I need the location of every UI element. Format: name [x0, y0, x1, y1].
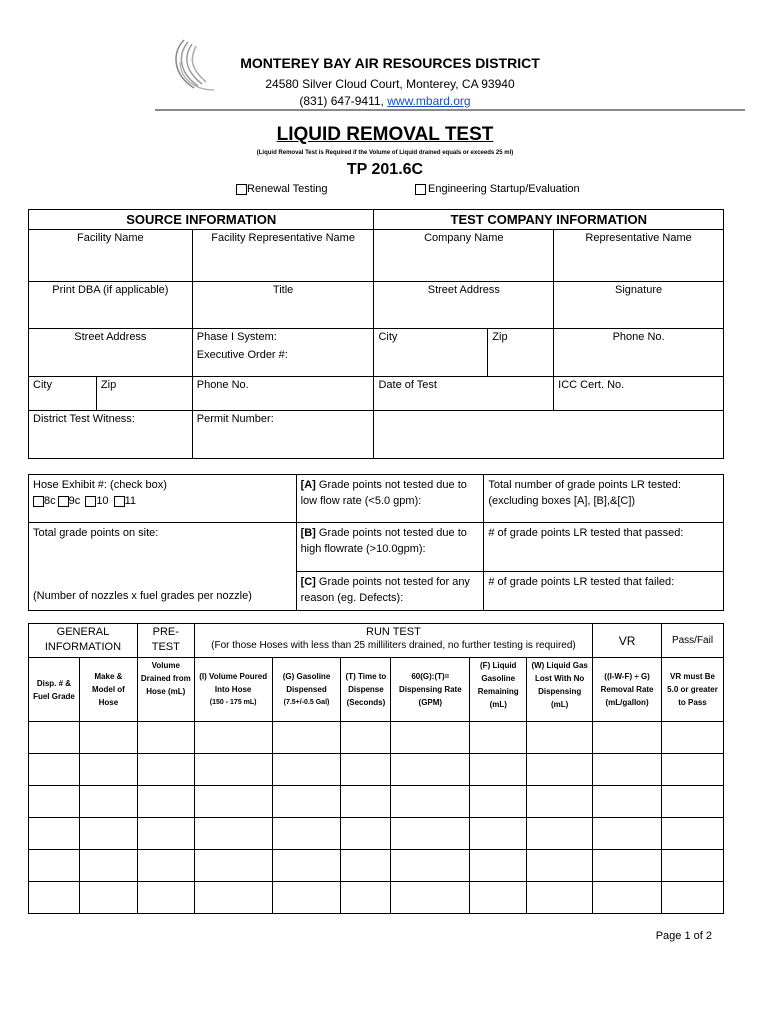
- website-link[interactable]: www.mbard.org: [387, 94, 471, 108]
- run-cell[interactable]: [391, 850, 470, 882]
- org-name: MONTEREY BAY AIR RESOURCES DISTRICT: [240, 55, 540, 71]
- run-cell[interactable]: [194, 754, 272, 786]
- run-cell[interactable]: [29, 754, 80, 786]
- info-table: [28, 209, 724, 459]
- hose-option-label: 8c: [44, 495, 56, 507]
- col-pf: VR must Be 5.0 or greater to Pass: [662, 658, 724, 722]
- col-rate: 60(G):(T)= Dispensing Rate (GPM): [391, 658, 470, 722]
- run-cell[interactable]: [272, 818, 341, 850]
- witness-field[interactable]: District Test Witness:: [29, 411, 193, 459]
- run-cell[interactable]: [662, 786, 724, 818]
- run-cell[interactable]: [527, 786, 593, 818]
- col-disp: Disp. # & Fuel Grade: [29, 658, 80, 722]
- engineering-option[interactable]: [415, 183, 580, 195]
- grade-points-table: [28, 474, 724, 611]
- run-cell[interactable]: [137, 850, 194, 882]
- pretest-header: PRE-TEST: [137, 624, 194, 658]
- hose-option-9c[interactable]: [58, 493, 81, 509]
- company-name-field[interactable]: Company Name: [374, 230, 554, 282]
- run-cell[interactable]: [593, 882, 662, 914]
- hose-option-11[interactable]: [114, 493, 136, 509]
- run-cell[interactable]: [29, 850, 80, 882]
- phase-field[interactable]: [192, 329, 374, 377]
- col-g-range: (7.5+/-0.5 Gal): [283, 699, 330, 706]
- run-test-header: [194, 624, 592, 658]
- source-zip-field[interactable]: Zip: [96, 377, 192, 411]
- rep-name-field[interactable]: Representative Name: [554, 230, 724, 282]
- grade-a-field[interactable]: [296, 475, 484, 523]
- run-cell[interactable]: [470, 818, 527, 850]
- test-procedure: TP 201.6C: [346, 161, 424, 178]
- run-row: [29, 818, 724, 850]
- hose-checkbox-10[interactable]: [85, 496, 96, 507]
- run-cell[interactable]: [272, 882, 341, 914]
- grade-c-tag: [C]: [300, 576, 316, 589]
- col-w: (W) Liquid Gas Lost With No Dispensing (mL): [527, 658, 593, 722]
- run-cell[interactable]: [593, 754, 662, 786]
- run-cell[interactable]: [29, 786, 80, 818]
- run-cell[interactable]: [527, 882, 593, 914]
- company-city-field[interactable]: City: [374, 329, 488, 377]
- date-field[interactable]: Date of Test: [374, 377, 554, 411]
- total-on-site-label: Total grade points on site:: [33, 527, 159, 539]
- run-cell[interactable]: [391, 818, 470, 850]
- run-cell[interactable]: [29, 818, 80, 850]
- page-number: Page 1 of 2: [655, 930, 712, 942]
- run-cell[interactable]: [593, 786, 662, 818]
- hose-option-10[interactable]: [85, 493, 108, 509]
- run-cell[interactable]: [593, 850, 662, 882]
- run-cell[interactable]: [391, 882, 470, 914]
- source-street-field[interactable]: Street Address: [29, 329, 193, 377]
- hose-option-label: 11: [124, 495, 137, 507]
- hose-exhibit-label: Hose Exhibit #: (check box): [33, 479, 167, 491]
- run-cell[interactable]: [194, 818, 272, 850]
- run-cell[interactable]: [470, 882, 527, 914]
- run-cell[interactable]: [470, 722, 527, 754]
- run-row: [29, 850, 724, 882]
- run-cell[interactable]: [194, 722, 272, 754]
- vr-header: VR: [593, 624, 662, 658]
- grade-c-field[interactable]: [296, 572, 484, 611]
- col-volume: Volume Drained from Hose (mL): [137, 658, 194, 722]
- hose-checkbox-9c[interactable]: [58, 496, 69, 507]
- run-cell[interactable]: [194, 882, 272, 914]
- company-phone-field[interactable]: Phone No.: [554, 329, 724, 377]
- run-cell[interactable]: [662, 818, 724, 850]
- run-cell[interactable]: [29, 882, 80, 914]
- hose-checkbox-11[interactable]: [114, 496, 125, 507]
- run-cell[interactable]: [662, 882, 724, 914]
- permit-field[interactable]: Permit Number:: [192, 411, 374, 459]
- company-zip-field[interactable]: Zip: [488, 329, 554, 377]
- run-row: [29, 882, 724, 914]
- run-cell[interactable]: [272, 786, 341, 818]
- run-rows: [29, 722, 724, 914]
- run-cell[interactable]: [79, 754, 137, 786]
- renewal-label: Renewal Testing: [247, 183, 328, 195]
- header-divider: [155, 109, 745, 111]
- run-cell[interactable]: [341, 882, 391, 914]
- run-cell[interactable]: [662, 850, 724, 882]
- run-cell[interactable]: [79, 818, 137, 850]
- run-cell[interactable]: [194, 850, 272, 882]
- company-blank-field: [374, 411, 724, 459]
- hose-exhibit-options: [33, 493, 292, 512]
- run-test-title: RUN TEST: [366, 626, 421, 638]
- company-heading: TEST COMPANY INFORMATION: [374, 210, 724, 230]
- grade-a-text: Grade points not tested due to low flow rate (<5.0 gpm):: [300, 479, 467, 507]
- engineering-checkbox[interactable]: [415, 184, 426, 195]
- run-row: [29, 786, 724, 818]
- hose-option-label: 9c: [68, 495, 81, 507]
- renewal-option[interactable]: [236, 183, 328, 195]
- org-phone: (831) 647-9411,: [299, 94, 388, 108]
- run-cell[interactable]: [79, 786, 137, 818]
- col-make: Make & Model of Hose: [79, 658, 137, 722]
- run-cell[interactable]: [593, 722, 662, 754]
- page-subtitle: (Liquid Removal Test is Required if the Volume of Liquid drained equals or exceeds 25 ml): [256, 150, 514, 156]
- run-cell[interactable]: [79, 850, 137, 882]
- phase-label: Phase I System:: [196, 331, 277, 343]
- run-cell[interactable]: [341, 722, 391, 754]
- run-cell[interactable]: [527, 850, 593, 882]
- run-cell[interactable]: [662, 754, 724, 786]
- run-cell[interactable]: [137, 786, 194, 818]
- nozzles-note: (Number of nozzles x fuel grades per nozzle): [33, 590, 252, 602]
- icc-field[interactable]: ICC Cert. No.: [554, 377, 724, 411]
- passfail-header: Pass/Fail: [662, 624, 724, 658]
- run-cell[interactable]: [29, 722, 80, 754]
- passed-field[interactable]: # of grade points LR tested that passed:: [484, 523, 724, 572]
- source-city-field[interactable]: City: [29, 377, 97, 411]
- grade-b-text: Grade points not tested due to high flowrate (>10.0gpm):: [300, 527, 467, 555]
- run-cell[interactable]: [79, 882, 137, 914]
- run-cell[interactable]: [272, 850, 341, 882]
- company-street-field[interactable]: Street Address: [374, 282, 554, 329]
- page-title: LIQUID REMOVAL TEST: [276, 124, 494, 145]
- hose-option-8c[interactable]: [33, 493, 56, 509]
- engineering-label: Engineering Startup/Evaluation: [428, 183, 580, 195]
- run-cell[interactable]: [137, 818, 194, 850]
- total-on-site-field[interactable]: [29, 523, 297, 611]
- grade-c-text: Grade points not tested for any reason (eg. Defects):: [300, 576, 470, 605]
- run-cell[interactable]: [527, 754, 593, 786]
- total-tested-field[interactable]: Total number of grade points LR tested: (excluding boxes [A], [B],&[C]): [484, 475, 724, 523]
- org-contact: [0, 94, 770, 108]
- run-cell[interactable]: [137, 754, 194, 786]
- run-test-table: [28, 623, 724, 914]
- facility-name-field[interactable]: Facility Name: [29, 230, 193, 282]
- grade-a-tag: [A]: [300, 479, 316, 491]
- run-cell[interactable]: [194, 786, 272, 818]
- run-cell[interactable]: [137, 882, 194, 914]
- run-cell[interactable]: [470, 786, 527, 818]
- col-vr: ((I-W-F) ÷ G) Removal Rate (mL/gallon): [593, 658, 662, 722]
- run-cell[interactable]: [391, 754, 470, 786]
- run-cell[interactable]: [79, 722, 137, 754]
- run-cell[interactable]: [662, 722, 724, 754]
- hose-checkbox-8c[interactable]: [33, 496, 44, 507]
- source-heading: SOURCE INFORMATION: [29, 210, 374, 230]
- col-i: [194, 658, 272, 722]
- run-cell[interactable]: [527, 722, 593, 754]
- run-cell[interactable]: [593, 818, 662, 850]
- grade-b-tag: [B]: [300, 527, 316, 539]
- run-cell[interactable]: [341, 818, 391, 850]
- run-cell[interactable]: [527, 818, 593, 850]
- general-info-header: GENERAL INFORMATION: [29, 624, 138, 658]
- run-cell[interactable]: [470, 850, 527, 882]
- exec-order-label: Executive Order #:: [196, 349, 288, 361]
- source-phone-field[interactable]: Phone No.: [192, 377, 374, 411]
- run-cell[interactable]: [272, 722, 341, 754]
- col-i-label: (I) Volume Poured Into Hose: [199, 672, 268, 694]
- run-cell[interactable]: [137, 722, 194, 754]
- run-cell[interactable]: [341, 754, 391, 786]
- facility-rep-field[interactable]: Facility Representative Name: [192, 230, 374, 282]
- run-cell[interactable]: [391, 722, 470, 754]
- col-i-range: (150 - 175 mL): [209, 699, 257, 706]
- run-cell[interactable]: [341, 850, 391, 882]
- signature-field[interactable]: Signature: [554, 282, 724, 329]
- hose-option-label: 10: [96, 495, 109, 507]
- renewal-checkbox[interactable]: [236, 184, 247, 195]
- run-cell[interactable]: [341, 786, 391, 818]
- print-dba-field[interactable]: Print DBA (if applicable): [29, 282, 193, 329]
- col-g-label: (G) Gasoline Dispensed: [282, 672, 331, 694]
- run-cell[interactable]: [272, 754, 341, 786]
- run-row: [29, 754, 724, 786]
- failed-field[interactable]: # of grade points LR tested that failed:: [484, 572, 724, 611]
- title-field[interactable]: Title: [192, 282, 374, 329]
- col-f: (F) Liquid Gasoline Remaining (mL): [470, 658, 527, 722]
- run-cell[interactable]: [391, 786, 470, 818]
- hose-exhibit-cell: [29, 475, 297, 523]
- col-g: [272, 658, 341, 722]
- run-row: [29, 722, 724, 754]
- grade-b-field[interactable]: [296, 523, 484, 572]
- run-test-note: (For those Hoses with less than 25 milliliters drained, no further testing is required): [211, 640, 576, 651]
- org-address: 24580 Silver Cloud Court, Monterey, CA 93940: [265, 77, 515, 91]
- col-t: (T) Time to Dispense (Seconds): [341, 658, 391, 722]
- run-cell[interactable]: [470, 754, 527, 786]
